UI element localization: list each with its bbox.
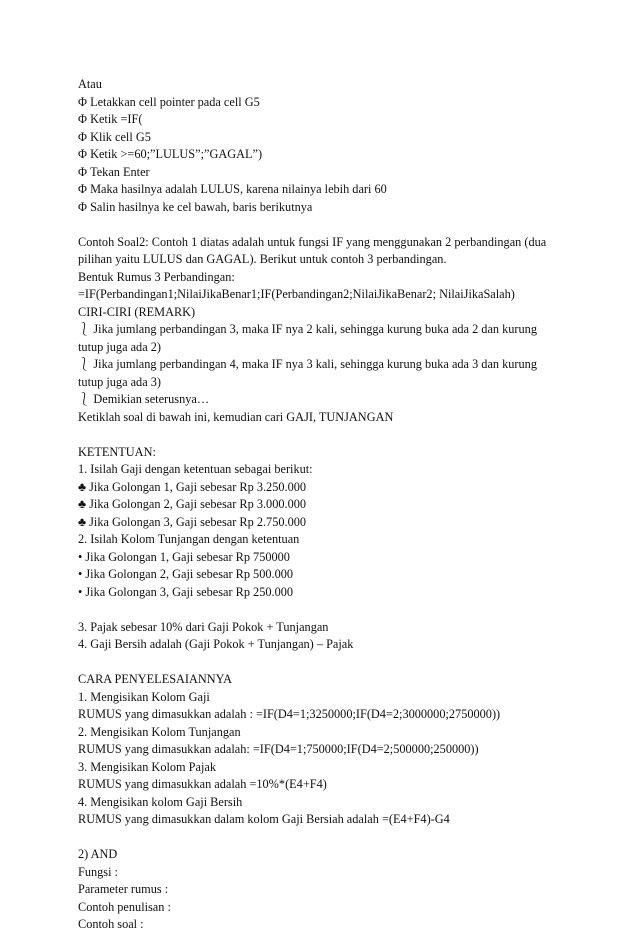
remark-item: ⎱ Demikian seterusnya… bbox=[78, 392, 210, 406]
rule-bullet: ♣ Jika Golongan 1, Gaji sebesar Rp 3.250.000 bbox=[78, 479, 307, 494]
paragraph-gap bbox=[78, 216, 558, 234]
solution-formula: RUMUS yang dimasukkan adalah : =IF(D4=1;3250000;IF(D4=2;3000000;2750000)) bbox=[78, 707, 501, 721]
text-line: Atau bbox=[78, 77, 102, 91]
text-line: Fungsi : bbox=[78, 864, 118, 879]
solution-formula: RUMUS yang dimasukkan adalah =10%*(E4+F4) bbox=[78, 777, 327, 791]
solution-step: 3. Mengisikan Kolom Pajak bbox=[78, 759, 216, 774]
paragraph-gap bbox=[78, 829, 558, 847]
remark-item: ⎱ Jika jumlang perbandingan 3, maka IF nya 2 kali, sehingga kurung buka ada 2 dan kurung tutup juga ada 2) bbox=[78, 322, 537, 354]
paragraph-gap bbox=[78, 601, 558, 619]
text-line: Parameter rumus : bbox=[78, 882, 169, 896]
rule-item: 2. Isilah Kolom Tunjangan dengan ketentuan bbox=[78, 532, 300, 546]
paragraph-gap bbox=[78, 426, 558, 444]
formula-heading: Bentuk Rumus 3 Perbandingan: bbox=[78, 269, 235, 284]
solution-step: 1. Mengisikan Kolom Gaji bbox=[78, 689, 210, 704]
section-heading: CARA PENYELESAIANNYA bbox=[78, 672, 233, 686]
paragraph-gap bbox=[78, 654, 558, 672]
text-line: Contoh penulisan : bbox=[78, 899, 171, 914]
instruction-line: Ketiklah soal di bawah ini, kemudian cari GAJI, TUNJANGAN bbox=[78, 409, 394, 424]
rule-bullet: ♣ Jika Golongan 2, Gaji sebesar Rp 3.000.000 bbox=[78, 497, 307, 511]
step-item: Φ Klik cell G5 bbox=[78, 129, 151, 144]
step-item: Φ Ketik =IF( bbox=[78, 112, 143, 126]
solution-formula: RUMUS yang dimasukkan adalah: =IF(D4=1;750000;IF(D4=2;500000;250000)) bbox=[78, 742, 479, 756]
step-item: Φ Maka hasilnya adalah LULUS, karena nilainya lebih dari 60 bbox=[78, 182, 387, 196]
rule-item: 1. Isilah Gaji dengan ketentuan sebagai berikut: bbox=[78, 462, 313, 476]
step-item: Φ Salin hasilnya ke cel bawah, baris berikutnya bbox=[78, 199, 313, 214]
document-content bbox=[78, 76, 558, 934]
rule-bullet: • Jika Golongan 3, Gaji sebesar Rp 250.000 bbox=[78, 584, 294, 599]
rule-item: 4. Gaji Bersih adalah (Gaji Pokok + Tunjangan) – Pajak bbox=[78, 637, 354, 651]
section-heading: 2) AND bbox=[78, 847, 118, 861]
rule-bullet: • Jika Golongan 1, Gaji sebesar Rp 750000 bbox=[78, 549, 290, 564]
step-item: Φ Letakkan cell pointer pada cell G5 bbox=[78, 94, 260, 109]
rule-bullet: • Jika Golongan 2, Gaji sebesar Rp 500.000 bbox=[78, 567, 294, 581]
step-item: Φ Ketik >=60;”LULUS”;”GAGAL”) bbox=[78, 147, 263, 161]
solution-step: 2. Mengisikan Kolom Tunjangan bbox=[78, 724, 241, 739]
remark-heading: CIRI-CIRI (REMARK) bbox=[78, 304, 196, 319]
section-heading: KETENTUAN: bbox=[78, 444, 156, 459]
remark-item: ⎱ Jika jumlang perbandingan 4, maka IF nya 3 kali, sehingga kurung buka ada 3 dan kurung tutup juga ada 3) bbox=[78, 357, 537, 389]
text-line: Contoh soal : bbox=[78, 917, 144, 931]
solution-step: 4. Mengisikan kolom Gaji Bersih bbox=[78, 794, 243, 809]
step-item: Φ Tekan Enter bbox=[78, 164, 150, 179]
rule-item: 3. Pajak sebesar 10% dari Gaji Pokok + Tunjangan bbox=[78, 619, 329, 634]
solution-formula: RUMUS yang dimasukkan dalam kolom Gaji Bersiah adalah =(E4+F4)-G4 bbox=[78, 812, 450, 826]
rule-bullet: ♣ Jika Golongan 3, Gaji sebesar Rp 2.750.000 bbox=[78, 514, 307, 529]
example-intro: Contoh Soal2: Contoh 1 diatas adalah untuk fungsi IF yang menggunakan 2 perbandingan (dua pilihan yaitu LULUS dan GAGAL). Berikut untuk contoh 3 perbandingan. bbox=[78, 234, 547, 266]
formula-text: =IF(Perbandingan1;NilaiJikaBenar1;IF(Perbandingan2;NilaiJikaBenar2; NilaiJikaSalah) bbox=[78, 287, 515, 301]
